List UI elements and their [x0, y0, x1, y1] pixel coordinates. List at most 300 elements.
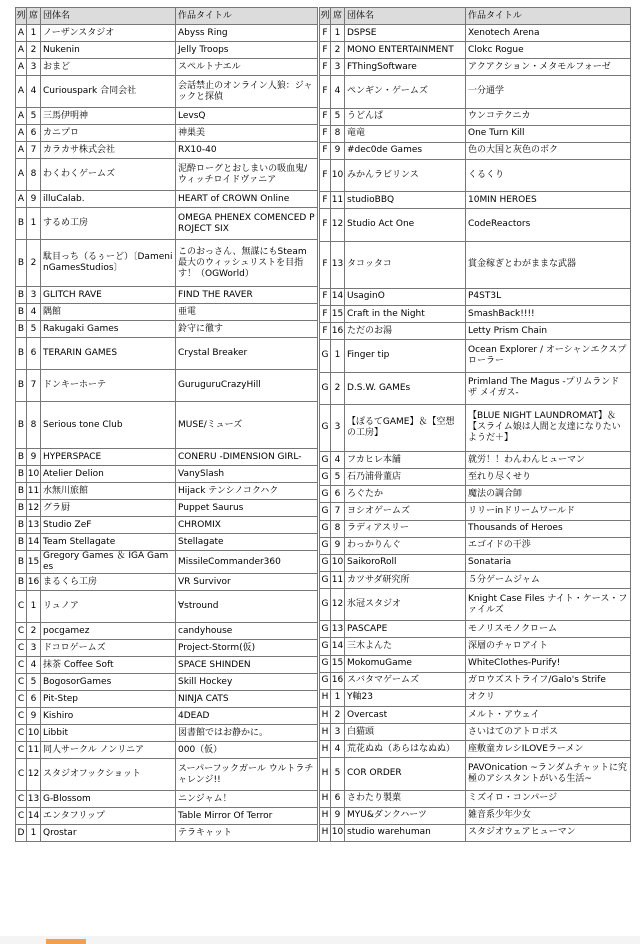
- table-row: [16, 517, 318, 534]
- cell-col: C: [16, 791, 27, 808]
- table-row: [320, 724, 631, 741]
- cell-title: Knight Case Files ナイト・ケース・ファイルズ: [466, 589, 631, 621]
- cell-col: G: [320, 404, 331, 451]
- cell-col: B: [16, 370, 27, 402]
- cell-col: A: [16, 25, 27, 42]
- cell-seat: 15: [331, 306, 345, 323]
- cell-seat: 6: [27, 125, 41, 142]
- cell-col: B: [16, 304, 27, 321]
- cell-group: FThingSoftware: [345, 59, 466, 76]
- cell-seat: 11: [331, 571, 345, 588]
- page: [15, 7, 631, 842]
- cell-title: LevsQ: [176, 108, 318, 125]
- cell-group: Team Stellagate: [41, 534, 176, 551]
- header-group: 団体名: [345, 8, 466, 25]
- cell-group: MokomuGame: [345, 655, 466, 672]
- table-row: [16, 449, 318, 466]
- cell-seat: 10: [27, 466, 41, 483]
- cell-title: ５分ゲームジャム: [466, 571, 631, 588]
- cell-seat: 10: [331, 824, 345, 841]
- cell-group: さわたり製菓: [345, 790, 466, 807]
- cell-col: H: [320, 741, 331, 758]
- table-row: [16, 791, 318, 808]
- table-row: [320, 520, 631, 537]
- cell-col: G: [320, 486, 331, 503]
- cell-col: G: [320, 520, 331, 537]
- table-row: [320, 469, 631, 486]
- table-row: [320, 758, 631, 790]
- table-row: [16, 691, 318, 708]
- cell-group: 水無川旅館: [41, 483, 176, 500]
- cell-seat: 14: [27, 808, 41, 825]
- cell-title: 座敷童カレシILOVEラーメン: [466, 741, 631, 758]
- cell-title: 神巣美: [176, 125, 318, 142]
- cell-group: ドンキーホーテ: [41, 370, 176, 402]
- cell-group: 三馬伊明神: [41, 108, 176, 125]
- cell-seat: 6: [27, 691, 41, 708]
- table-row: [320, 288, 631, 305]
- cell-seat: 9: [27, 191, 41, 208]
- cell-group: Y軸23: [345, 689, 466, 706]
- cell-col: B: [16, 517, 27, 534]
- cell-col: C: [16, 742, 27, 759]
- cell-group: うどんぱ: [345, 108, 466, 125]
- cell-col: F: [320, 142, 331, 159]
- cell-group: Curiouspark 合同会社: [41, 76, 176, 108]
- cell-col: A: [16, 125, 27, 142]
- cell-title: OMEGA PHENEX COMENCED PROJECT SIX: [176, 208, 318, 240]
- header-row: [320, 8, 631, 25]
- cell-col: B: [16, 574, 27, 591]
- cell-seat: 1: [27, 591, 41, 623]
- cell-title: ミズイロ・コンパージ: [466, 790, 631, 807]
- cell-seat: 8: [331, 520, 345, 537]
- cell-title: モノリスモノクローム: [466, 621, 631, 638]
- cell-group: 石乃浦骨董店: [345, 469, 466, 486]
- cell-seat: 12: [27, 500, 41, 517]
- cell-title: 亜電: [176, 304, 318, 321]
- cell-seat: 4: [27, 304, 41, 321]
- cell-col: B: [16, 338, 27, 370]
- cell-title: メルト・アウェイ: [466, 706, 631, 723]
- cell-group: わっかりんぐ: [345, 537, 466, 554]
- cell-seat: 12: [331, 209, 345, 241]
- cell-group: するめ工房: [41, 208, 176, 240]
- cell-title: MUSE/ミューズ: [176, 402, 318, 449]
- cell-title: スタジオウェアヒューマン: [466, 824, 631, 841]
- cell-col: G: [320, 340, 331, 372]
- cell-seat: 12: [331, 589, 345, 621]
- cell-col: C: [16, 674, 27, 691]
- table-row: [320, 76, 631, 108]
- cell-col: F: [320, 306, 331, 323]
- cell-title: ∀stround: [176, 591, 318, 623]
- cell-col: B: [16, 287, 27, 304]
- cell-group: 竜竜: [345, 125, 466, 142]
- table-row: [16, 304, 318, 321]
- cell-group: illuCalab.: [41, 191, 176, 208]
- cell-seat: 10: [27, 725, 41, 742]
- cell-title: Xenotech Arena: [466, 25, 631, 42]
- table-row: [16, 623, 318, 640]
- table-row: [320, 503, 631, 520]
- cell-group: DSPSE: [345, 25, 466, 42]
- cell-group: まるくら工房: [41, 574, 176, 591]
- cell-col: A: [16, 159, 27, 191]
- cell-seat: 9: [27, 708, 41, 725]
- cell-col: H: [320, 706, 331, 723]
- cell-col: A: [16, 191, 27, 208]
- cell-title: スーパーフックガール ウルトラチャレンジ!!: [176, 759, 318, 791]
- cell-title: 鈴守に徹す: [176, 321, 318, 338]
- cell-group: グラ厨: [41, 500, 176, 517]
- cell-title: オクリ: [466, 689, 631, 706]
- table-row: [320, 807, 631, 824]
- table-row: [320, 306, 631, 323]
- cell-title: Clokc Rogue: [466, 42, 631, 59]
- cell-title: スペルトナエル: [176, 59, 318, 76]
- cell-col: F: [320, 59, 331, 76]
- table-row: [320, 59, 631, 76]
- cell-seat: 13: [27, 517, 41, 534]
- cell-group: Finger tip: [345, 340, 466, 372]
- cell-seat: 12: [27, 759, 41, 791]
- cell-group: Overcast: [345, 706, 466, 723]
- cell-seat: 13: [27, 791, 41, 808]
- cell-group: PASCAPE: [345, 621, 466, 638]
- cell-seat: 13: [331, 241, 345, 288]
- cell-seat: 4: [331, 452, 345, 469]
- cell-col: C: [16, 640, 27, 657]
- cell-seat: 6: [331, 486, 345, 503]
- table-row: [16, 76, 318, 108]
- cell-seat: 3: [331, 404, 345, 451]
- cell-seat: 2: [27, 623, 41, 640]
- table-row: [16, 42, 318, 59]
- cell-group: ヨシオゲームズ: [345, 503, 466, 520]
- cell-group: ペンギン・ゲームズ: [345, 76, 466, 108]
- cell-seat: 16: [331, 323, 345, 340]
- cell-title: 魔法の調合師: [466, 486, 631, 503]
- cell-title: One Turn Kill: [466, 125, 631, 142]
- table-row: [16, 240, 318, 287]
- cell-title: P4ST3L: [466, 288, 631, 305]
- table-row: [320, 452, 631, 469]
- cell-col: C: [16, 759, 27, 791]
- cell-title: MissileCommander360: [176, 551, 318, 574]
- table-row: [16, 483, 318, 500]
- cell-col: B: [16, 208, 27, 240]
- table-row: [16, 534, 318, 551]
- table-row: [320, 192, 631, 209]
- cell-title: WhiteClothes-Purify!: [466, 655, 631, 672]
- table-row: [320, 537, 631, 554]
- table-row: [320, 241, 631, 288]
- cell-col: H: [320, 790, 331, 807]
- table-row: [16, 674, 318, 691]
- cell-seat: 1: [27, 208, 41, 240]
- table-row: [16, 808, 318, 825]
- cell-seat: 3: [27, 287, 41, 304]
- cell-col: G: [320, 537, 331, 554]
- cell-group: studio warehuman: [345, 824, 466, 841]
- cell-group: ラディアスリー: [345, 520, 466, 537]
- cell-title: 色の大国と灰色のボク: [466, 142, 631, 159]
- header-group: 団体名: [41, 8, 176, 25]
- cell-col: H: [320, 724, 331, 741]
- cell-col: C: [16, 657, 27, 674]
- cell-group: 抹茶 Coffee Soft: [41, 657, 176, 674]
- cell-seat: 1: [27, 825, 41, 842]
- table-row: [16, 208, 318, 240]
- cell-seat: 15: [331, 655, 345, 672]
- cell-title: VanySlash: [176, 466, 318, 483]
- cell-group: エンタフリップ: [41, 808, 176, 825]
- cell-seat: 8: [27, 159, 41, 191]
- cell-seat: 4: [27, 657, 41, 674]
- cell-col: F: [320, 209, 331, 241]
- cell-title: Thousands of Heroes: [466, 520, 631, 537]
- cell-col: B: [16, 321, 27, 338]
- cell-col: C: [16, 591, 27, 623]
- cell-seat: 9: [331, 537, 345, 554]
- cell-col: F: [320, 241, 331, 288]
- cell-seat: 2: [331, 372, 345, 404]
- cell-col: C: [16, 708, 27, 725]
- cell-group: Pit-Step: [41, 691, 176, 708]
- cell-seat: 1: [331, 25, 345, 42]
- cell-group: 白猫頭: [345, 724, 466, 741]
- cell-group: pocgamez: [41, 623, 176, 640]
- cell-group: G-Blossom: [41, 791, 176, 808]
- cell-col: A: [16, 76, 27, 108]
- cell-col: G: [320, 503, 331, 520]
- header-col: 列: [320, 8, 331, 25]
- cell-seat: 14: [331, 638, 345, 655]
- cell-group: ドコロゲームズ: [41, 640, 176, 657]
- cell-col: F: [320, 108, 331, 125]
- cell-title: GuruguruCrazyHill: [176, 370, 318, 402]
- table-row: [320, 672, 631, 689]
- cell-col: G: [320, 554, 331, 571]
- cell-col: B: [16, 534, 27, 551]
- cell-col: B: [16, 449, 27, 466]
- cell-title: SPACE SHINDEN: [176, 657, 318, 674]
- cell-col: B: [16, 551, 27, 574]
- cell-group: TERARIN GAMES: [41, 338, 176, 370]
- cell-col: B: [16, 240, 27, 287]
- table-row: [320, 142, 631, 159]
- cell-seat: 4: [331, 76, 345, 108]
- cell-title: Sonataria: [466, 554, 631, 571]
- bottom-accent: [46, 939, 86, 944]
- table-row: [320, 638, 631, 655]
- cell-group: 荒花ぬぬ（あらはなぬぬ）: [345, 741, 466, 758]
- cell-group: #dec0de Games: [345, 142, 466, 159]
- cell-seat: 5: [27, 674, 41, 691]
- cell-group: Craft in the Night: [345, 306, 466, 323]
- cell-title: PAVOnication ~ランダムチャットに究極のアシスタントがいる生活~: [466, 758, 631, 790]
- cell-col: A: [16, 108, 27, 125]
- cell-seat: 5: [331, 469, 345, 486]
- cell-seat: 15: [27, 551, 41, 574]
- cell-seat: 8: [27, 402, 41, 449]
- cell-title: 4DEAD: [176, 708, 318, 725]
- cell-seat: 1: [27, 25, 41, 42]
- cell-group: MONO ENTERTAINMENT: [345, 42, 466, 59]
- table-row: [16, 370, 318, 402]
- cell-title: Stellagate: [176, 534, 318, 551]
- cell-seat: 3: [27, 59, 41, 76]
- cell-title: candyhouse: [176, 623, 318, 640]
- cell-seat: 5: [331, 108, 345, 125]
- table-row: [16, 725, 318, 742]
- cell-group: わくわくゲームズ: [41, 159, 176, 191]
- table-row: [16, 759, 318, 791]
- table-row: [320, 689, 631, 706]
- header-seat: 席: [331, 8, 345, 25]
- table-row: [16, 338, 318, 370]
- cell-group: カツサダ研究所: [345, 571, 466, 588]
- cell-group: みかんラビリンス: [345, 159, 466, 191]
- cell-group: タコッタコ: [345, 241, 466, 288]
- cell-group: ろぐたか: [345, 486, 466, 503]
- cell-title: 賞金稼ぎとわがままな武器: [466, 241, 631, 288]
- cell-group: MYU&ダンクハーツ: [345, 807, 466, 824]
- header-col: 列: [16, 8, 27, 25]
- cell-title: Crystal Breaker: [176, 338, 318, 370]
- cell-title: 000（仮）: [176, 742, 318, 759]
- cell-seat: 13: [331, 621, 345, 638]
- cell-title: Puppet Saurus: [176, 500, 318, 517]
- table-row: [320, 25, 631, 42]
- cell-col: F: [320, 76, 331, 108]
- cell-title: HEART of CROWN Online: [176, 191, 318, 208]
- cell-title: ガロウズストライフ/Galo's Strife: [466, 672, 631, 689]
- table-row: [16, 640, 318, 657]
- cell-col: F: [320, 323, 331, 340]
- cell-title: くるくり: [466, 159, 631, 191]
- table-row: [16, 25, 318, 42]
- cell-title: ニンジャム！: [176, 791, 318, 808]
- table-row: [320, 108, 631, 125]
- table-row: [320, 706, 631, 723]
- header-title: 作品タイトル: [466, 8, 631, 25]
- cell-group: GLITCH RAVE: [41, 287, 176, 304]
- cell-title: さいはてのアトロポス: [466, 724, 631, 741]
- cell-seat: 2: [27, 240, 41, 287]
- cell-title: 就労！！わんわんヒューマン: [466, 452, 631, 469]
- cell-seat: 11: [27, 742, 41, 759]
- cell-seat: 1: [331, 689, 345, 706]
- cell-group: BogosorGames: [41, 674, 176, 691]
- cell-col: G: [320, 638, 331, 655]
- table-row: [16, 591, 318, 623]
- cell-col: B: [16, 483, 27, 500]
- cell-col: B: [16, 466, 27, 483]
- cell-col: G: [320, 589, 331, 621]
- table-row: [320, 372, 631, 404]
- cell-group: Nukenin: [41, 42, 176, 59]
- cell-group: 氷冠スタジオ: [345, 589, 466, 621]
- cell-seat: 5: [27, 108, 41, 125]
- cell-group: リュノア: [41, 591, 176, 623]
- table-row: [320, 571, 631, 588]
- cell-title: FIND THE RAVER: [176, 287, 318, 304]
- cell-col: G: [320, 372, 331, 404]
- table-row: [16, 108, 318, 125]
- cell-seat: 7: [27, 370, 41, 402]
- cell-col: G: [320, 571, 331, 588]
- table-row: [320, 486, 631, 503]
- cell-title: RX10-40: [176, 142, 318, 159]
- cell-seat: 5: [27, 321, 41, 338]
- cell-seat: 9: [331, 142, 345, 159]
- table-row: [16, 825, 318, 842]
- cell-seat: 2: [331, 42, 345, 59]
- cell-col: F: [320, 192, 331, 209]
- cell-group: 隅館: [41, 304, 176, 321]
- cell-title: Primland The Magus -プリムランドザ メイガス-: [466, 372, 631, 404]
- cell-title: 至れり尽くせり: [466, 469, 631, 486]
- cell-group: D.S.W. GAMEs: [345, 372, 466, 404]
- cell-col: F: [320, 288, 331, 305]
- cell-seat: 7: [331, 503, 345, 520]
- cell-group: フカヒレ本舗: [345, 452, 466, 469]
- table-row: [16, 466, 318, 483]
- cell-seat: 2: [27, 42, 41, 59]
- cell-seat: 14: [331, 288, 345, 305]
- cell-title: ウンコテクニカ: [466, 108, 631, 125]
- cell-col: H: [320, 758, 331, 790]
- cell-seat: 11: [331, 192, 345, 209]
- cell-col: H: [320, 824, 331, 841]
- cell-group: カニプロ: [41, 125, 176, 142]
- cell-seat: 3: [331, 724, 345, 741]
- table-row: [16, 708, 318, 725]
- cell-group: 三木よんた: [345, 638, 466, 655]
- table-row: [16, 657, 318, 674]
- cell-col: A: [16, 42, 27, 59]
- cell-group: ノーザンスタジオ: [41, 25, 176, 42]
- table-row: [320, 589, 631, 621]
- cell-group: SaikoroRoll: [345, 554, 466, 571]
- cell-group: studioBBQ: [345, 192, 466, 209]
- cell-col: C: [16, 808, 27, 825]
- cell-group: 【ぽるてGAME】＆【空想の工房】: [345, 404, 466, 451]
- cell-col: F: [320, 42, 331, 59]
- cell-group: Studio ZeF: [41, 517, 176, 534]
- cell-title: 雑音系少年少女: [466, 807, 631, 824]
- cell-title: エゴイドの干渉: [466, 537, 631, 554]
- cell-seat: 10: [331, 554, 345, 571]
- cell-col: G: [320, 655, 331, 672]
- table-row: [320, 621, 631, 638]
- cell-title: Jelly Troops: [176, 42, 318, 59]
- cell-seat: 7: [27, 142, 41, 159]
- cell-col: B: [16, 402, 27, 449]
- cell-group: Studio Act One: [345, 209, 466, 241]
- cell-title: CHROMIX: [176, 517, 318, 534]
- cell-seat: 3: [27, 640, 41, 657]
- cell-group: スタジオフックショット: [41, 759, 176, 791]
- cell-seat: 8: [331, 125, 345, 142]
- table-row: [16, 500, 318, 517]
- cell-title: Letty Prism Chain: [466, 323, 631, 340]
- cell-col: G: [320, 621, 331, 638]
- cell-title: NINJA CATS: [176, 691, 318, 708]
- table-row: [320, 323, 631, 340]
